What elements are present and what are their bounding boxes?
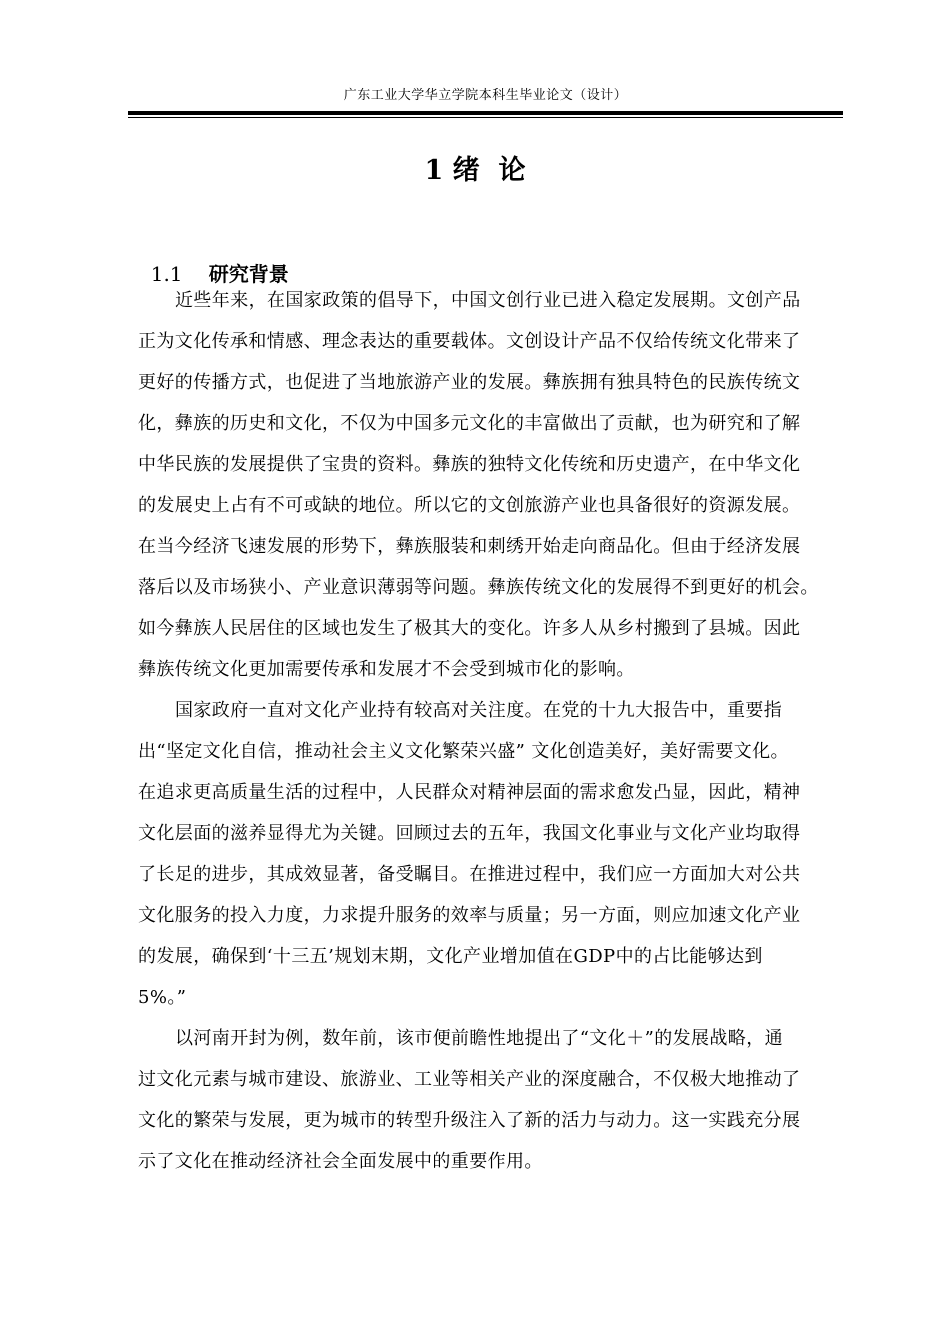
text-line: 近些年来，在国家政策的倡导下，中国文创行业已进入稳定发展期。文创产品 bbox=[175, 290, 801, 311]
text-line: 化，彝族的历史和文化，不仅为中国多元文化的丰富做出了贡献，也为研究和了解 bbox=[138, 413, 801, 434]
text-line: 中华民族的发展提供了宝贵的资料。彝族的独特文化传统和历史遗产，在中华文化 bbox=[138, 454, 801, 475]
paragraph bbox=[138, 1018, 838, 1182]
chapter-title: 1 绪 论 bbox=[424, 155, 526, 186]
text-line: 以河南开封为例，数年前，该市便前瞻性地提出了“文化＋”的发展战略，通 bbox=[175, 1028, 784, 1049]
running-header: 广东工业大学华立学院本科生毕业论文（设计） bbox=[343, 88, 628, 103]
text-line: 示了文化在推动经济社会全面发展中的重要作用。 bbox=[138, 1151, 543, 1172]
paragraph bbox=[138, 280, 838, 690]
section-title: 研究背景 bbox=[208, 262, 289, 286]
text-line: 彝族传统文化更加需要传承和发展才不会受到城市化的影响。 bbox=[138, 659, 635, 680]
text-line: 在当今经济飞速发展的形势下，彝族服装和刺绣开始走向商品化。但由于经济发展 bbox=[138, 536, 801, 557]
text-line: 如今彝族人民居住的区域也发生了极其大的变化。许多人从乡村搬到了县城。因此 bbox=[138, 618, 801, 639]
text-line: 的发展史上占有不可或缺的地位。所以它的文创旅游产业也具备很好的资源发展。 bbox=[138, 495, 801, 516]
text-line: 文化服务的投入力度，力求提升服务的效率与质量；另一方面，则应加速文化产业 bbox=[138, 905, 801, 926]
text-line: 落后以及市场狭小、产业意识薄弱等问题。彝族传统文化的发展得不到更好的机会。 bbox=[138, 577, 819, 598]
text-line: 正为文化传承和情感、理念表达的重要载体。文创设计产品不仅给传统文化带来了 bbox=[138, 331, 801, 352]
body-text bbox=[138, 280, 838, 1182]
header-rule-thin bbox=[128, 117, 843, 118]
text-line: 了长足的进步，其成效显著，备受瞩目。在推进过程中，我们应一方面加大对公共 bbox=[138, 864, 801, 885]
text-line: 出“坚定文化自信，推动社会主义文化繁荣兴盛” 文化创造美好，美好需要文化。 bbox=[138, 741, 789, 762]
section-number: 1.1 bbox=[150, 262, 183, 286]
text-line: 在追求更高质量生活的过程中，人民群众对精神层面的需求愈发凸显，因此，精神 bbox=[138, 782, 801, 803]
text-line: 5%。” bbox=[138, 987, 187, 1008]
text-line: 文化的繁荣与发展，更为城市的转型升级注入了新的活力与动力。这一实践充分展 bbox=[138, 1110, 801, 1131]
text-line: 过文化元素与城市建设、旅游业、工业等相关产业的深度融合，不仅极大地推动了 bbox=[138, 1069, 801, 1090]
text-line: 的发展，确保到‘十三五’规划末期，文化产业增加值在GDP中的占比能够达到 bbox=[138, 946, 763, 967]
text-line: 文化层面的滋养显得尤为关键。回顾过去的五年，我国文化事业与文化产业均取得 bbox=[138, 823, 801, 844]
text-line: 国家政府一直对文化产业持有较高对关注度。在党的十九大报告中，重要指 bbox=[175, 700, 783, 721]
paragraph bbox=[138, 690, 838, 1018]
text-line: 更好的传播方式，也促进了当地旅游产业的发展。彝族拥有独具特色的民族传统文 bbox=[138, 372, 801, 393]
header-rule bbox=[128, 111, 843, 115]
